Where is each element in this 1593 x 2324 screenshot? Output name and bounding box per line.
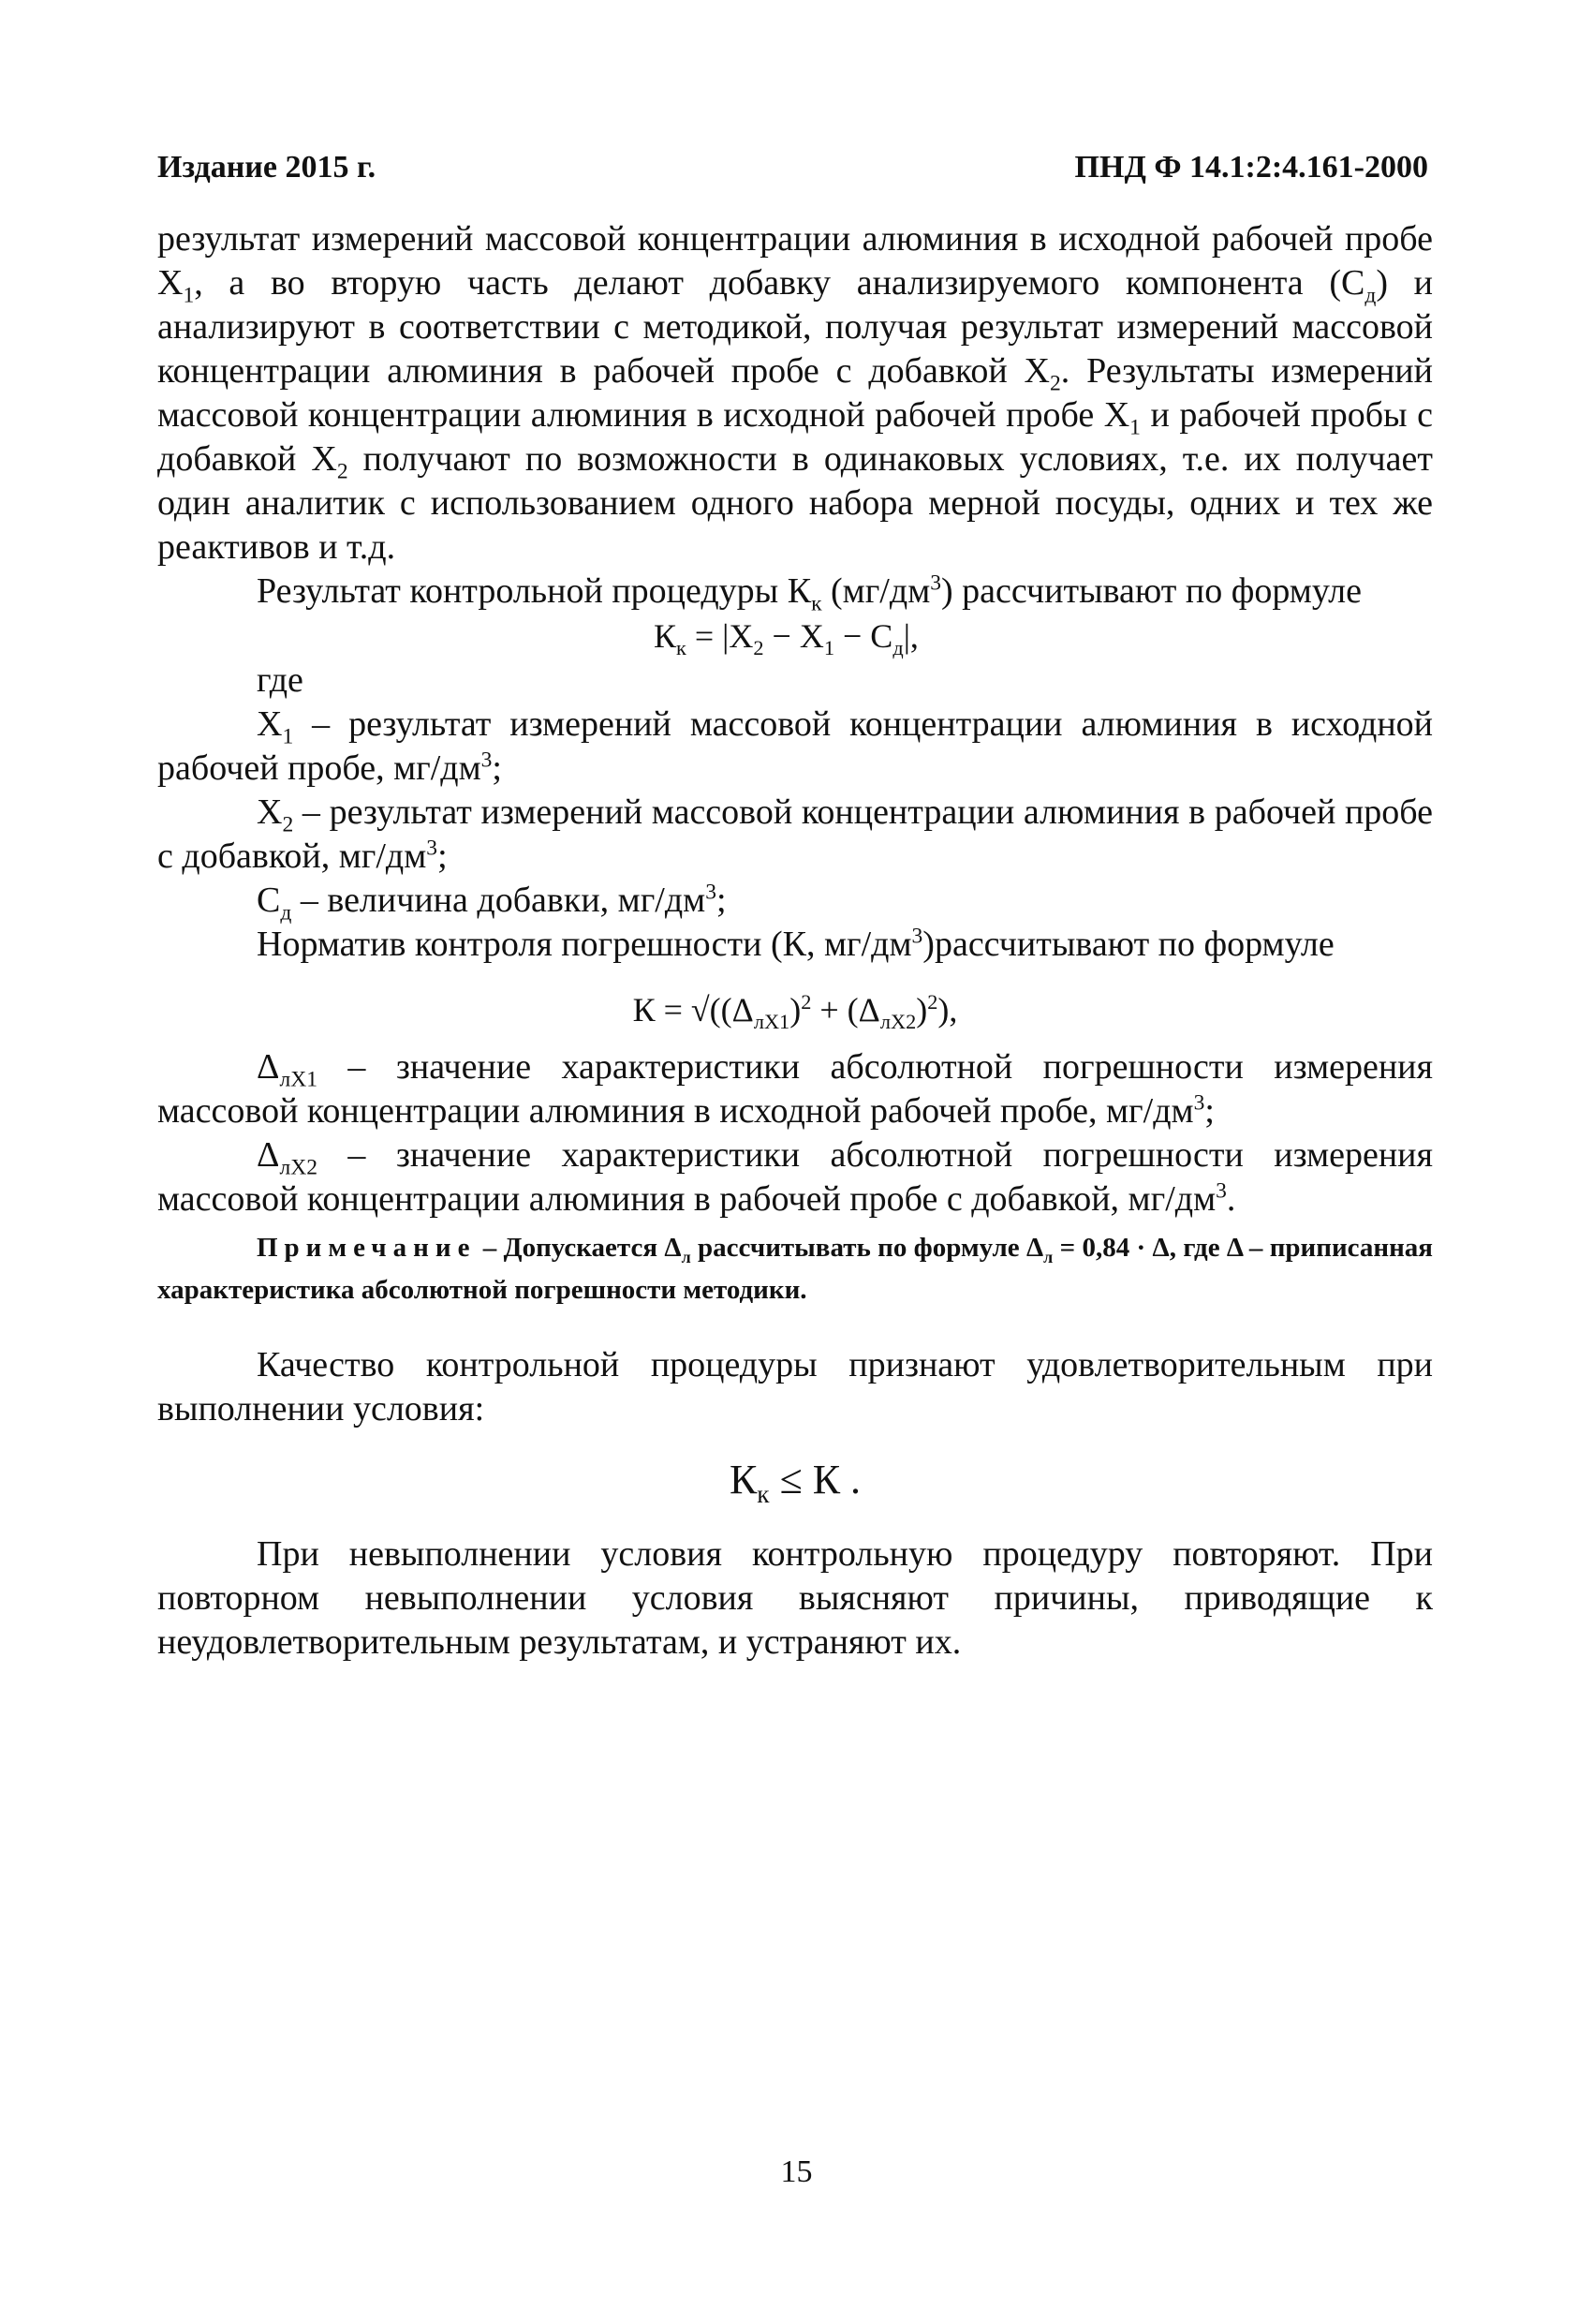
text: ≤ К . [769,1457,862,1502]
text: ) и анализируют в соответствии с методикой, получая результат измерений массовой концентрации алюминия в рабочей пробе с добавкой X [157,263,1433,391]
definition-x2 [157,791,1433,879]
superscript: 3 [1193,1090,1205,1116]
superscript: 2 [927,990,938,1014]
subscript: лX2 [279,1155,317,1180]
page-number: 15 [780,2154,813,2189]
text: . Результаты измерений массовой концентрации алюминия в исходной рабочей пробе X [157,351,1433,435]
edition-label: Издание 2015 г. [157,150,376,185]
text: ), [937,991,958,1029]
text: ; [716,881,727,920]
text: – Допускается Δ [476,1233,682,1263]
definition-delta-x1 [157,1045,1433,1133]
subscript: 2 [1049,371,1061,396]
spacer [157,1311,1433,1343]
note [157,1227,1433,1311]
paragraph-control-result [157,570,1433,614]
text: − X [763,617,824,655]
text: |, [903,617,919,655]
symbol: X [257,704,283,744]
superscript: 3 [911,924,923,949]
symbol: Δ [257,1047,280,1087]
subscript: л [681,1247,691,1266]
symbol: К [729,1457,758,1502]
superscript: 3 [705,880,717,905]
text: – величина добавки, мг/дм [291,881,706,920]
superscript: 3 [480,748,493,773]
text: рассчитывать по формуле Δ [690,1233,1044,1263]
text: – значение характеристики абсолютной погрешности измерения массовой концентрации алюминия в рабочей пробе с добавкой, мг/дм [157,1135,1433,1219]
note-label: Примечание [257,1233,477,1263]
text: – результат измерений массовой концентрации алюминия в исходной рабочей пробе, мг/дм [157,704,1433,788]
text: = |X [686,617,754,655]
subscript: лX1 [279,1067,317,1092]
subscript: 1 [282,724,294,749]
text: − С [834,617,893,655]
paragraph-quality-condition: Качество контрольной процедуры признают удовлетворительным при выполнении условия: [157,1345,1433,1428]
formula-condition [157,1457,1433,1508]
text: ; [1204,1091,1215,1131]
text: получают по возможности в одинаковых условиях, т.е. их получает один аналитик с использованием одного набора мерной посуды, одних и тех же реактивов и т.д. [157,439,1433,567]
subscript: 1 [183,283,195,308]
symbol: С [257,881,281,920]
definition-x1 [157,703,1433,791]
formula-error-standard [157,987,1433,1032]
definition-cd [157,879,1433,923]
subscript: д [280,900,292,925]
text: )рассчитывают по формуле [922,925,1335,964]
text: – результат измерений массовой концентрации алюминия в рабочей пробе с добавкой, мг/дм [157,792,1433,876]
document-body [157,217,1433,1665]
symbol: К [654,617,677,655]
subscript: лX2 [879,1010,917,1034]
text: = 0,84 · Δ, где Δ – приписанная характеристика абсолютной погрешности методики. [157,1233,1433,1305]
subscript: 2 [753,636,764,660]
text: ; [492,748,502,788]
text: . [1226,1179,1236,1219]
subscript: к [757,1479,770,1508]
text: ) рассчитывают по формуле [941,571,1362,611]
subscript: 2 [336,459,348,484]
subscript: к [811,591,822,616]
text: и рабочей пробы с добавкой X [157,395,1433,479]
text: + (Δ [811,991,880,1029]
where-label: где [257,660,303,700]
text: , а во вторую часть делают добавку анализируемого компонента (С [194,263,1365,303]
subscript: 1 [1129,415,1141,440]
text: Результат контрольной процедуры К [257,571,812,611]
subscript: д [892,636,904,660]
superscript: 3 [426,836,438,861]
subscript: к [676,636,686,660]
text: (мг/дм [821,571,931,611]
formula-control-result [654,614,1433,659]
symbol: X [257,792,283,832]
paragraph-sample-description [157,217,1433,570]
text: результат измерений массовой концентрации алюминия в исходной рабочей пробе X [157,219,1433,303]
subscript: 1 [823,636,834,660]
text: ) [916,991,928,1029]
document-code: ПНД Ф 14.1:2:4.161-2000 [1074,150,1428,185]
paragraph-error-standard [157,923,1433,967]
paragraph-repeat: При невыполнении условия контрольную процедуру повторяют. При повторном невыполнении условия выясняют причины, приводящие к неудовлетворительным результатам, и устраняют их. [157,1534,1433,1662]
symbol: Δ [257,1135,280,1175]
subscript: л [1043,1247,1054,1266]
text: Норматив контроля погрешности (К, мг/дм [257,925,912,964]
definition-delta-x2 [157,1133,1433,1221]
text: ; [437,836,448,876]
text: – значение характеристики абсолютной погрешности измерения массовой концентрации алюминия в исходной рабочей пробе, мг/дм [157,1047,1433,1131]
superscript: 2 [801,990,812,1014]
superscript: 3 [930,570,942,596]
subscript: лX1 [753,1010,790,1034]
subscript: д [1364,283,1377,308]
superscript: 3 [1216,1178,1227,1204]
text: К = √((Δ [632,991,754,1029]
text: ) [789,991,802,1029]
subscript: 2 [282,812,294,837]
